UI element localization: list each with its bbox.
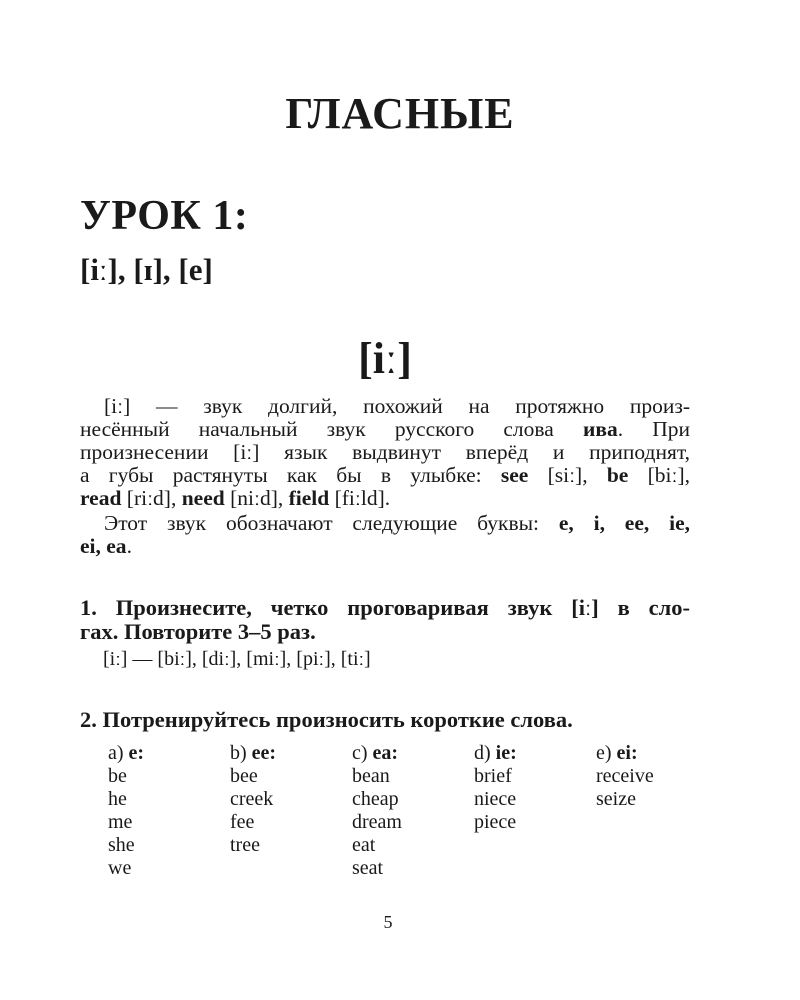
exercise-2-title-text: 2. Потренируйтесь произносить короткие слова.	[80, 707, 573, 732]
letters-line: ei, ea.	[80, 534, 132, 558]
word-item: be	[108, 765, 127, 787]
lesson-sounds: [iː], [ɪ], [e]	[80, 252, 213, 287]
word-item: cheap	[352, 788, 399, 810]
word-item: dream	[352, 811, 402, 833]
word-item: fee	[230, 811, 255, 833]
word-column	[352, 742, 474, 880]
word-item: niece	[474, 788, 517, 810]
word-column	[108, 742, 230, 880]
description-line: read [riːd], need [niːd], field [fiːld].	[80, 486, 391, 510]
word-item: he	[108, 788, 127, 810]
bold-term: field	[288, 486, 330, 510]
letters-paragraph	[80, 512, 690, 558]
description-line: а губы растянуты как бы в улыбке: see [siː], be [biː],	[80, 463, 690, 487]
bold-term: see	[500, 463, 529, 487]
word-column-header: e) ei:	[596, 742, 638, 764]
word-item: she	[108, 834, 135, 856]
word-item: bee	[230, 765, 258, 787]
word-item: eat	[352, 834, 376, 856]
bold-term: need	[181, 486, 225, 510]
description-paragraph	[80, 395, 690, 510]
word-column-header: d) ie:	[474, 742, 517, 764]
bold-term: be	[606, 463, 629, 487]
word-column-header: c) ea:	[352, 742, 399, 764]
word-item: we	[108, 857, 132, 879]
word-column	[596, 742, 718, 880]
word-table	[108, 742, 718, 880]
word-item: seize	[596, 788, 636, 810]
exercise-1-title	[80, 596, 690, 644]
bold-term: ei, ea	[80, 534, 127, 558]
bold-term: ива	[582, 417, 618, 441]
letters-line: Этот звук обозначают следующие буквы: e, i, ee, ie,	[104, 511, 690, 535]
word-column	[474, 742, 596, 880]
bold-term: e, i, ee, ie,	[558, 511, 690, 535]
bold-term: read	[80, 486, 122, 510]
exercise-1-title-line: гах. Повторите 3–5 раз.	[80, 619, 316, 644]
description-line: несённый начальный звук русского слова ива. При	[80, 417, 690, 441]
exercise-1-drill: [iː] — [biː], [diː], [miː], [piː], [tiː]	[103, 648, 371, 670]
word-item: seat	[352, 857, 384, 879]
word-item: receive	[596, 765, 654, 787]
lesson-title: УРОК 1:	[80, 193, 249, 239]
word-item: piece	[474, 811, 517, 833]
word-item: me	[108, 811, 133, 833]
exercise-1-title-line: 1. Произнесите, четко проговаривая звук [iː] в сло-	[80, 595, 690, 620]
word-item: creek	[230, 788, 274, 810]
sound-heading: [iː]	[358, 334, 412, 383]
word-item: brief	[474, 765, 512, 787]
page-number: 5	[383, 912, 393, 932]
section-title: ГЛАСНЫЕ	[285, 89, 515, 138]
exercise-2-title	[80, 708, 720, 732]
word-column-header: a) e:	[108, 742, 145, 764]
word-item: bean	[352, 765, 390, 787]
word-column	[230, 742, 352, 880]
description-line: произнесении [iː] язык выдвинут вперёд и приподнят,	[80, 440, 690, 464]
description-line: [iː] — звук долгий, похожий на протяжно произ-	[104, 394, 690, 418]
word-item: tree	[230, 834, 260, 856]
word-column-header: b) ee:	[230, 742, 277, 764]
